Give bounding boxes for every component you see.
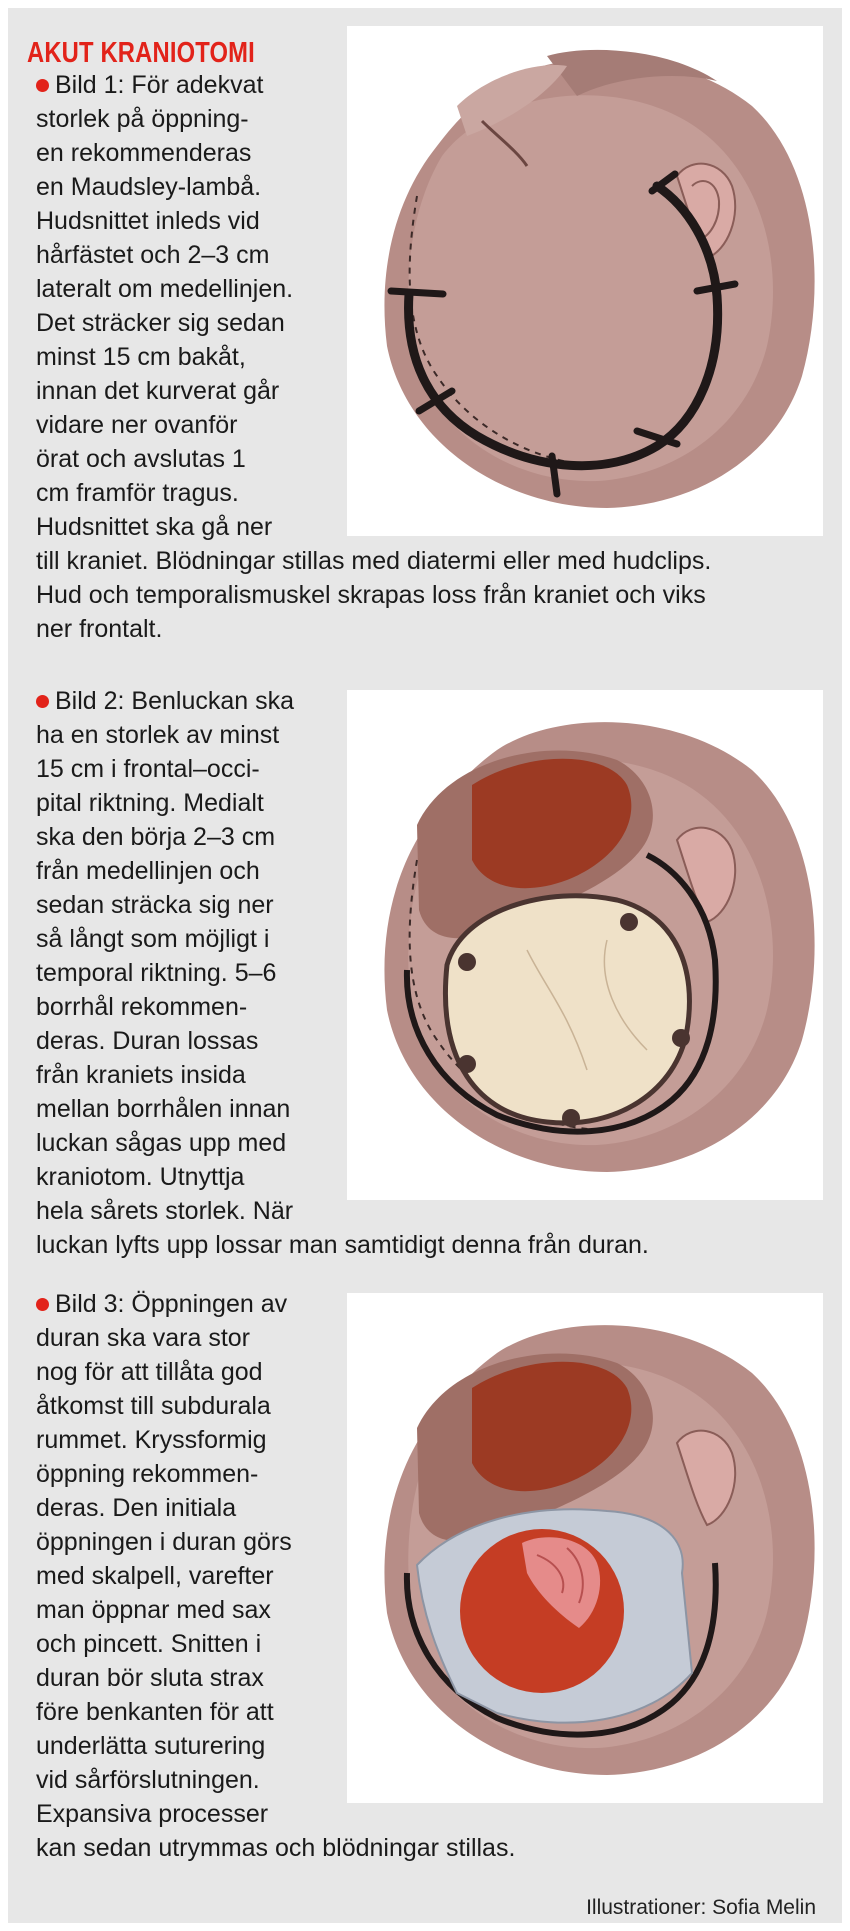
text-line: öppning rekommen- — [36, 1460, 259, 1488]
text-line: duran bör sluta strax — [36, 1664, 264, 1692]
text-line: kraniotom. Utnyttja — [36, 1163, 245, 1191]
text-line: vidare ner ovanför — [36, 411, 238, 439]
text-line: sedan sträcka sig ner — [36, 891, 274, 919]
text-line: Hudsnittet inleds vid — [36, 207, 260, 235]
text-line-content: Bild 3: Öppningen av — [55, 1290, 288, 1318]
text-line — [36, 1287, 850, 1321]
text-line: från medellinjen och — [36, 857, 260, 885]
bullet-icon — [36, 79, 49, 92]
text-line: med skalpell, varefter — [36, 1562, 274, 1590]
text-line: mellan borrhålen innan — [36, 1095, 291, 1123]
text-line: storlek på öppning- — [36, 105, 249, 133]
text-line: åtkomst till subdurala — [36, 1392, 271, 1420]
text-line — [36, 684, 850, 718]
bullet-icon — [36, 695, 49, 708]
text-line: ska den börja 2–3 cm — [36, 823, 276, 851]
text-line — [36, 68, 850, 102]
bullet-icon — [36, 1298, 49, 1311]
text-line: Expansiva processer — [36, 1800, 269, 1828]
text-line: borrhål rekommen- — [36, 993, 248, 1021]
text-line: ner frontalt. — [36, 615, 163, 643]
illustration-credit: Illustrationer: Sofia Melin — [586, 1896, 816, 1919]
text-line: så långt som möjligt i — [36, 925, 270, 953]
text-line: kan sedan utrymmas och blödningar stillas. — [36, 1834, 516, 1862]
section-bild-2 — [0, 684, 850, 1262]
text-line: före benkanten för att — [36, 1698, 274, 1726]
text-line: temporal riktning. 5–6 — [36, 959, 277, 987]
text-line: örat och avslutas 1 — [36, 445, 246, 473]
text-line: lateralt om medellinjen. — [36, 275, 294, 303]
section-text — [0, 684, 850, 1262]
text-line: Det sträcker sig sedan — [36, 309, 285, 337]
text-line: underlätta suturering — [36, 1732, 266, 1760]
section-text — [0, 68, 850, 646]
text-line: en rekommenderas — [36, 139, 252, 167]
text-line: pital riktning. Medialt — [36, 789, 264, 817]
text-line: en Maudsley-lambå. — [36, 173, 262, 201]
text-line: vid sårförslutningen. — [36, 1766, 260, 1794]
text-line: och pincett. Snitten i — [36, 1630, 262, 1658]
text-line: 15 cm i frontal–occi- — [36, 755, 260, 783]
text-line: innan det kurverat går — [36, 377, 280, 405]
text-line: nog för att tillåta god — [36, 1358, 263, 1386]
text-line: luckan sågas upp med — [36, 1129, 287, 1157]
text-line: deras. Duran lossas — [36, 1027, 259, 1055]
text-line: hårfästet och 2–3 cm — [36, 241, 270, 269]
section-bild-1 — [0, 68, 850, 646]
text-line: cm framför tragus. — [36, 479, 239, 507]
text-line: öppningen i duran görs — [36, 1528, 292, 1556]
text-line: Hudsnittet ska gå ner — [36, 513, 273, 541]
section-bild-3 — [0, 1287, 850, 1865]
text-line: luckan lyfts upp lossar man samtidigt denna från duran. — [36, 1231, 649, 1259]
text-line: Hud och temporalismuskel skrapas loss från kraniet och viks — [36, 581, 706, 609]
text-line: hela sårets storlek. När — [36, 1197, 294, 1225]
text-line: man öppnar med sax — [36, 1596, 271, 1624]
text-line-content: Bild 2: Benluckan ska — [55, 687, 295, 715]
text-line: deras. Den initiala — [36, 1494, 237, 1522]
text-line: ha en storlek av minst — [36, 721, 280, 749]
text-line: rummet. Kryssformig — [36, 1426, 267, 1454]
text-line-content: Bild 1: För adekvat — [55, 71, 264, 99]
text-line: duran ska vara stor — [36, 1324, 250, 1352]
headline: AKUT KRANIOTOMI — [27, 37, 255, 69]
section-text — [0, 1287, 850, 1865]
text-line: minst 15 cm bakåt, — [36, 343, 246, 371]
text-line: från kraniets insida — [36, 1061, 246, 1089]
text-line: till kraniet. Blödningar stillas med diatermi eller med hudclips. — [36, 547, 712, 575]
